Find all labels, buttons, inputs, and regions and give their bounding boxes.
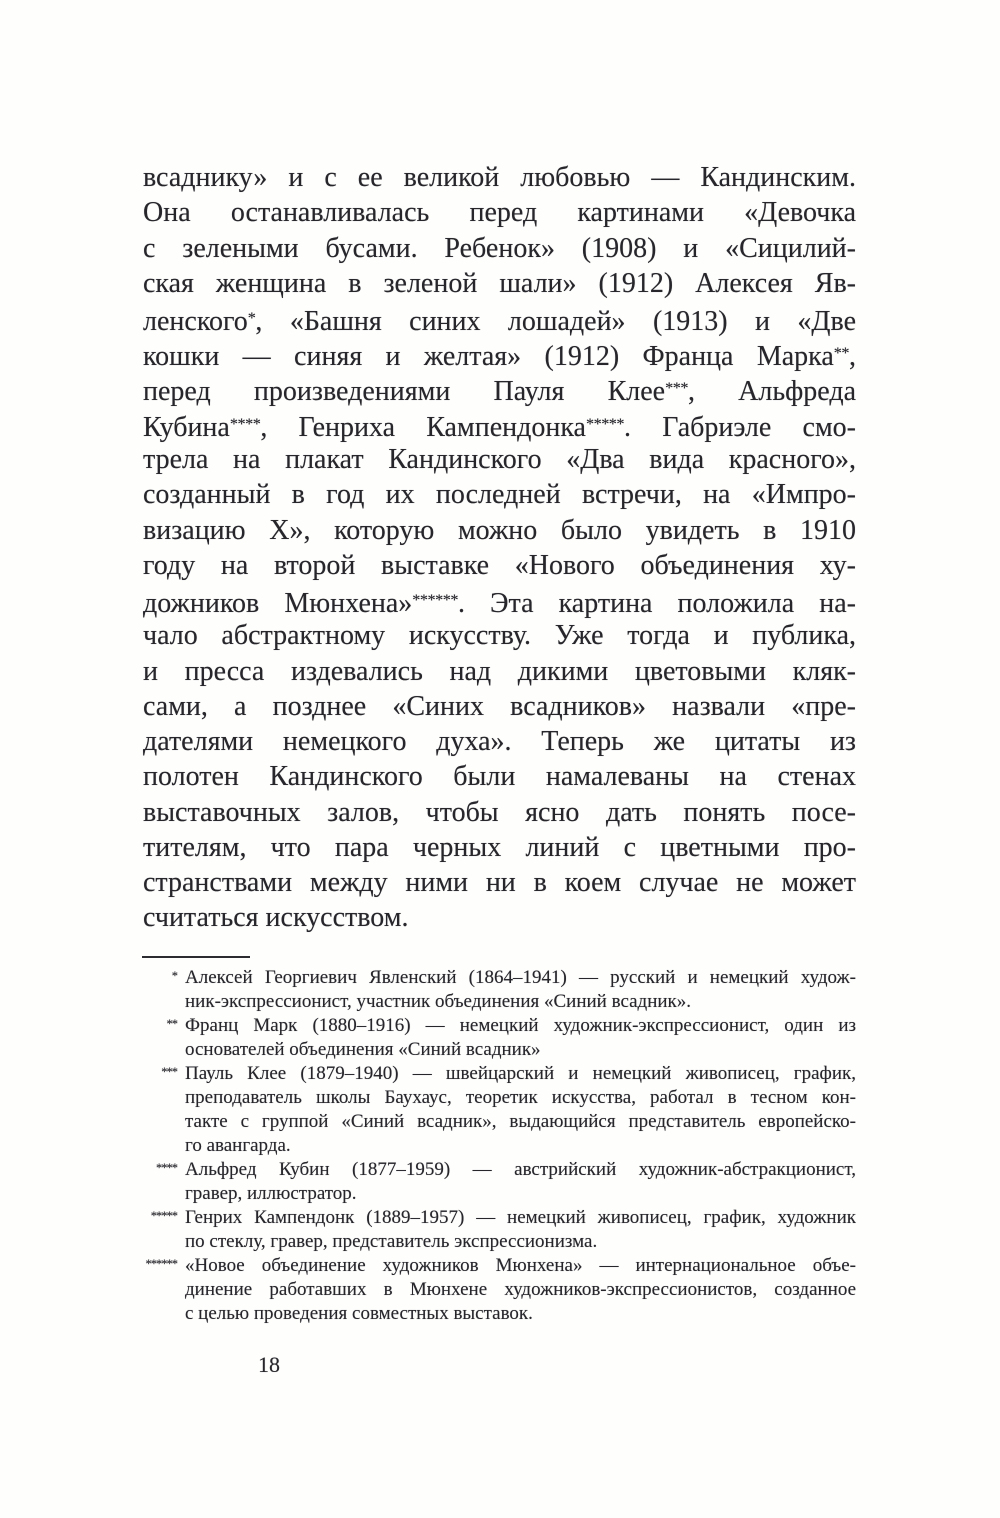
footnotes [143,966,856,1326]
text-line: странствами между ними ни в коем случае не может [143,867,856,898]
footnote-marker: ***** [150,1209,177,1223]
footnote-text [185,1158,856,1206]
footnote-item [143,1206,856,1254]
text-line: трела на плакат Кандинского «Два вида красного», [143,444,856,475]
text-line: ленского*, «Башня синих лошадей» (1913) и «Две [143,305,856,337]
text-line: тителям, что пара черных линий с цветными про- [143,831,856,863]
text-line: перед произведениями Пауля Клее***, Альфреда [143,376,857,408]
text-line: Пауль Клее (1879–1940) — швейцарский и немецкий живописец, график, [185,1063,856,1084]
text-line: всаднику» и с ее великой любовью — Кандинским. [143,162,856,193]
footnote-text [185,1254,856,1326]
text-line: дателями немецкого духа». Теперь же цитаты из [143,726,856,757]
footnote-marker: * [171,969,177,983]
text-line: ская женщина в зеленой шали» (1912) Алексея Яв- [143,267,856,299]
text-line: Франц Марк (1880–1916) — немецкий художник-экспрессионист, один из [185,1015,856,1036]
footnote-text [185,1206,856,1254]
text-line: по стеклу, гравер, представитель экспрессионизма. [185,1231,598,1252]
text-line: динение работавших в Мюнхене художников-экспрессионистов, созданное [185,1279,856,1300]
text-line: такте с группой «Синий всадник», выдающийся представитель европейско- [185,1111,856,1132]
text-line: Генрих Кампендонк (1889–1957) — немецкий живописец, график, художник [185,1207,856,1228]
footnote-ref-marker: ** [833,344,849,363]
footnote-item [143,1158,856,1206]
footnote-ref-marker: *** [665,379,688,398]
text-line: полотен Кандинского были намалеваны на стенах [143,761,856,793]
text-line: преподаватель школы Баухаус, теоретик искусства, работал в тесном кон- [185,1087,856,1108]
footnote-ref-marker: ***** [585,414,625,433]
footnote-separator [142,956,250,958]
footnote-ref-marker: **** [229,414,261,433]
text-line: основателей объединения «Синий всадник» [185,1039,541,1060]
text-line: го авангарда. [185,1135,291,1156]
text-line: визацию X», которую можно было увидеть в 1910 [143,514,856,546]
text-line: Она останавливалась перед картинами «Девочка [143,197,856,229]
text-line: с целью проведения совместных выставок. [185,1303,533,1324]
text-line: с зелеными бусами. Ребенок» (1908) и «Сицилий- [143,232,856,264]
text-line: году на второй выставке «Нового объединения ху- [143,549,856,581]
footnote-text [185,1014,856,1062]
footnote-ref-marker: ****** [412,591,458,609]
text-line: Кубина****, Генриха Кампендонка*****. Габриэле смо- [143,411,857,443]
footnote-text [185,966,856,1014]
text-line: выставочных залов, чтобы ясно дать понять посе- [143,796,856,828]
text-line: созданный в год их последней встречи, на «Импро- [143,479,856,511]
footnote-item [143,1014,856,1062]
text-line: ник-экспрессионист, участник объединения «Синий всадник». [185,991,692,1012]
footnote-item [143,966,856,1014]
footnote-marker: ** [166,1017,177,1031]
footnote-text [185,1062,856,1158]
footnote-marker: **** [156,1161,177,1175]
footnote-item [143,1254,856,1326]
text-line: и пресса издевались над дикими цветовыми кляк- [143,655,856,687]
text-line: гравер, иллюстратор. [185,1183,357,1204]
text-line: «Новое объединение художников Мюнхена» — интернациональное объе- [185,1255,856,1276]
body-text [143,160,856,936]
page-number: 18 [258,1352,280,1377]
footnote-ref-marker: * [247,309,256,327]
footnote-marker: *** [161,1065,177,1079]
text-line: считаться искусством. [143,902,409,934]
text-line: Алексей Георгиевич Явленский (1864–1941) — русский и немецкий худож- [185,967,856,988]
text-line: чало абстрактному искусству. Уже тогда и публика, [143,620,856,652]
footnote-item [143,1062,856,1158]
text-line: дожников Мюнхена»******. Эта картина положила на- [143,587,856,619]
text-line: кошки — синяя и желтая» (1912) Франца Марка**, [143,341,856,373]
text-line: Альфред Кубин (1877–1959) — австрийский художник-абстракционист, [185,1159,856,1180]
footnote-marker: ****** [145,1257,177,1271]
text-line: сами, а позднее «Синих всадников» назвали «пре- [143,690,856,722]
